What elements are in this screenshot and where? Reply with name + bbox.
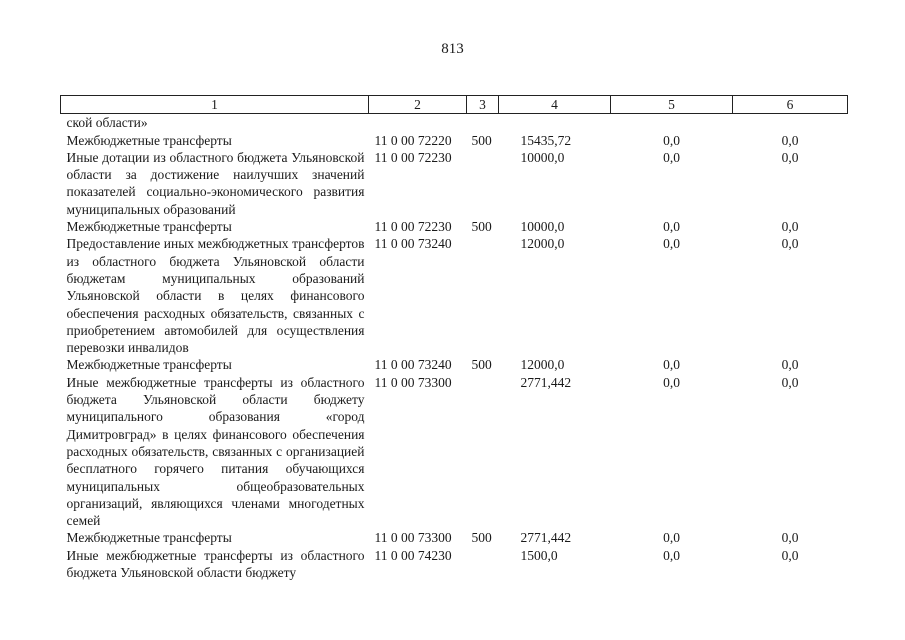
row-value-4: 2771,442 xyxy=(520,374,572,390)
row-vr xyxy=(467,149,499,218)
row-vr xyxy=(467,114,499,132)
row-value-5: 0,0 xyxy=(663,219,680,235)
row-value-6: 0,0 xyxy=(781,530,799,546)
row-code: 11 0 00 73240 xyxy=(374,357,452,373)
row-code: 11 0 00 73300 xyxy=(374,374,452,390)
row-value-6: 0,0 xyxy=(781,374,799,390)
row-value-5: 0,0 xyxy=(663,530,680,546)
row-vr xyxy=(467,235,499,356)
row-value-6: 0,0 xyxy=(781,132,799,148)
row-value-6: 0,0 xyxy=(781,547,799,563)
row-name: Предоставление иных межбюджетных трансфертов из областного бюджета Ульяновской области бюджетам муниципальных образований Ульяновской области в целях финансового обеспечения расходных обязательств, связанных с приобретением автомобилей для осуществления перевозки инвалидов xyxy=(66,236,365,356)
table-row xyxy=(61,114,848,132)
row-value-5: 0,0 xyxy=(663,547,680,563)
row-name: Межбюджетные трансферты xyxy=(66,132,232,148)
row-name: ской области» xyxy=(66,115,148,131)
row-value-6: 0,0 xyxy=(781,236,799,252)
row-code xyxy=(369,114,467,132)
row-name: Межбюджетные трансферты xyxy=(66,530,232,546)
row-code: 11 0 00 74230 xyxy=(374,547,452,563)
col-header-3: 3 xyxy=(467,96,499,114)
col-header-1: 1 xyxy=(61,96,369,114)
row-vr: 500 xyxy=(471,357,492,373)
row-value-4: 10000,0 xyxy=(520,149,565,165)
table-row xyxy=(61,356,848,373)
row-name: Иные межбюджетные трансферты из областного бюджета Ульяновской области бюджету муниципального образования «город Димитровград» в целях финансового обеспечения расходных обязательств, связанных с организацией бесплатного горячего питания обучающихся муниципальных общеобразовательных организаций, являющихся членами многодетных семей xyxy=(66,374,365,529)
table-row xyxy=(61,149,848,218)
row-value-4: 15435,72 xyxy=(520,132,572,148)
budget-table xyxy=(60,95,848,581)
row-value-5: 0,0 xyxy=(663,149,680,165)
col-header-6: 6 xyxy=(733,96,848,114)
row-code: 11 0 00 72230 xyxy=(374,219,452,235)
row-vr xyxy=(467,374,499,530)
row-value-6: 0,0 xyxy=(781,357,799,373)
page-number: 813 xyxy=(441,41,464,57)
row-code: 11 0 00 72230 xyxy=(374,149,452,165)
header-row xyxy=(61,96,848,114)
row-value-5: 0,0 xyxy=(663,132,680,148)
table-row xyxy=(61,529,848,546)
table-row xyxy=(61,218,848,235)
table-row xyxy=(61,235,848,356)
row-value-4: 1500,0 xyxy=(520,547,558,563)
row-value-4: 2771,442 xyxy=(520,530,572,546)
row-name: Межбюджетные трансферты xyxy=(66,357,232,373)
row-code: 11 0 00 73300 xyxy=(374,530,452,546)
row-vr: 500 xyxy=(471,530,492,546)
col-header-5: 5 xyxy=(611,96,733,114)
row-value-5: 0,0 xyxy=(663,236,680,252)
row-value-5: 0,0 xyxy=(663,357,680,373)
table-row xyxy=(61,547,848,582)
table-row xyxy=(61,374,848,530)
row-code: 11 0 00 73240 xyxy=(374,236,452,252)
row-vr: 500 xyxy=(471,219,492,235)
row-value-5: 0,0 xyxy=(663,374,680,390)
row-value-6: 0,0 xyxy=(781,219,799,235)
row-vr: 500 xyxy=(471,132,492,148)
row-value-6: 0,0 xyxy=(781,149,799,165)
row-name: Иные межбюджетные трансферты из областного бюджета Ульяновской области бюджету xyxy=(66,547,365,581)
row-value-6 xyxy=(733,114,848,132)
row-value-5 xyxy=(611,114,733,132)
row-value-4: 12000,0 xyxy=(520,236,565,252)
row-name: Межбюджетные трансферты xyxy=(66,219,232,235)
table-row xyxy=(61,132,848,149)
col-header-4: 4 xyxy=(499,96,611,114)
table-body xyxy=(61,114,848,582)
row-vr xyxy=(467,547,499,582)
row-name: Иные дотации из областного бюджета Ульяновской области за достижение наилучших значений показателей социально-экономического развития муниципальных образований xyxy=(66,149,365,217)
row-value-4: 12000,0 xyxy=(520,357,565,373)
row-code: 11 0 00 72220 xyxy=(374,132,452,148)
row-value-4: 10000,0 xyxy=(520,219,565,235)
col-header-2: 2 xyxy=(369,96,467,114)
row-value-4 xyxy=(499,114,611,132)
